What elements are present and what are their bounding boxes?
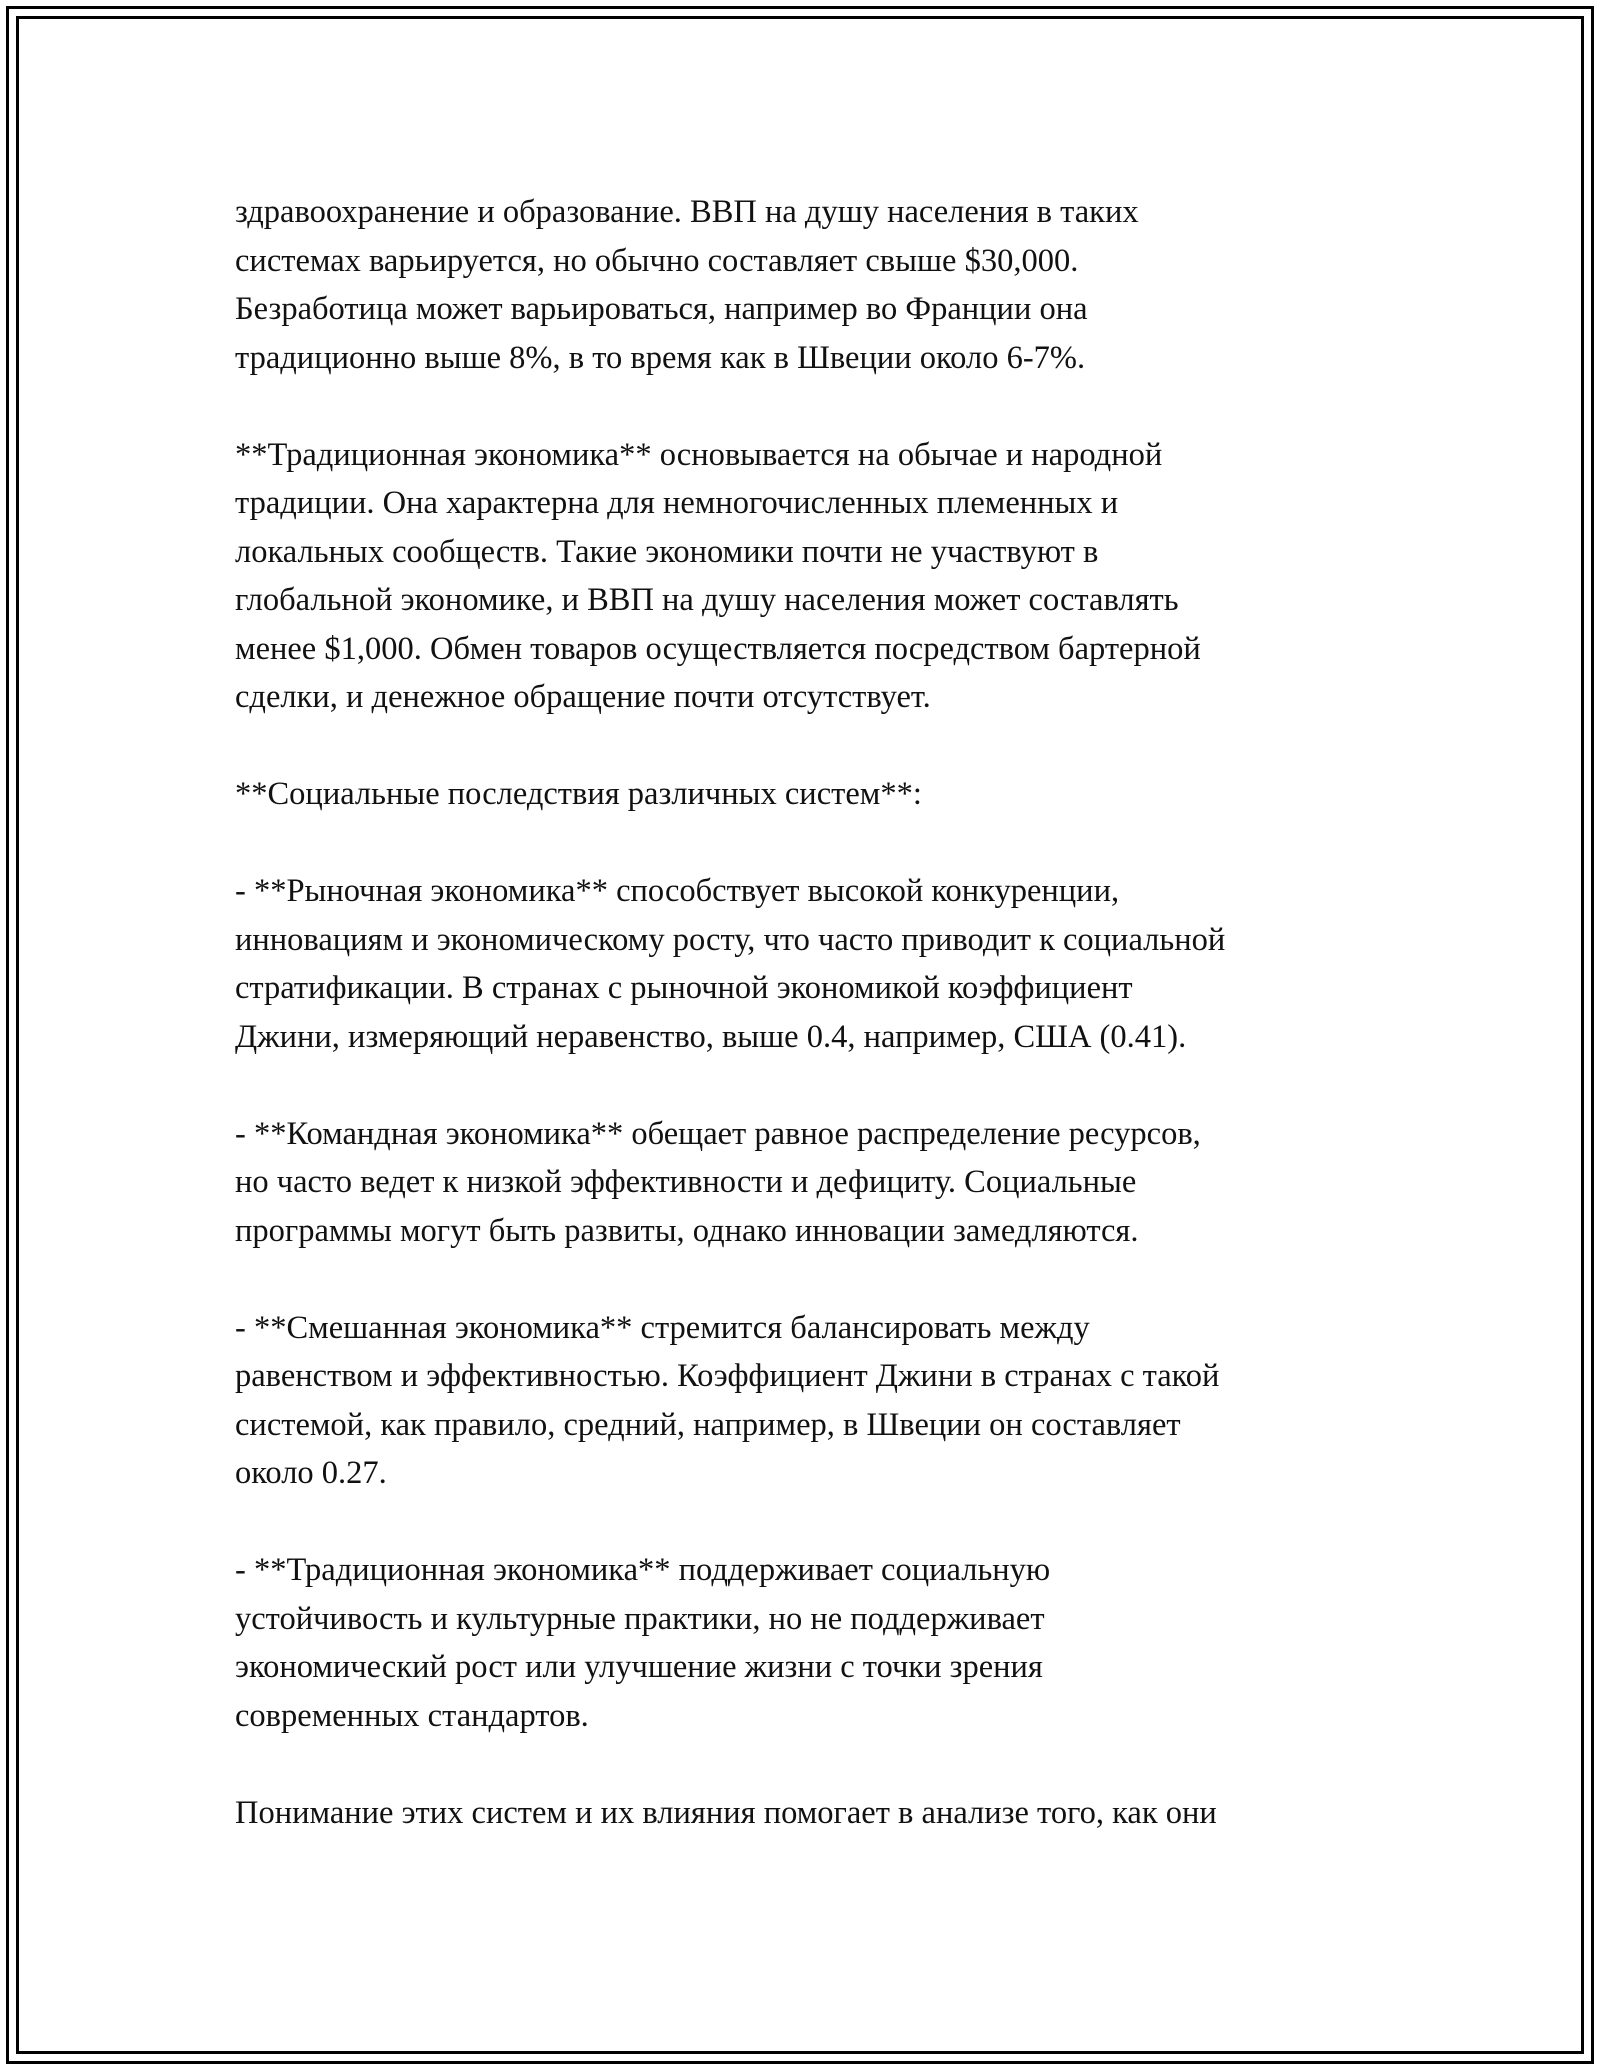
section-heading-social-consequences: **Социальные последствия различных систем**:	[235, 776, 922, 812]
paragraph-traditional-economy: **Традиционная экономика** основывается на обычае и народной традиции. Она характерна для немногочисленных племенных и локальных сообществ. Такие экономики почти не участвуют в глобальной экономике, и ВВП на душу населения может составлять менее $1,000. Обмен товаров осуществляется посредством бартерной сделки, и денежное обращение почти отсутствует.	[235, 436, 1201, 715]
list-item-market-economy: - **Рыночная экономика** способствует высокой конкуренции, инновациям и экономическому росту, что часто приводит к социальной стратификации. В странах с рыночной экономикой коэффициент Джини, измеряющий неравенство, выше 0.4, например, США (0.41).	[235, 873, 1226, 1055]
list-item-command-economy: - **Командная экономика** обещает равное распределение ресурсов, но часто ведет к низкой эффективности и дефициту. Социальные программы могут быть развиты, однако инновации замедляются.	[235, 1115, 1201, 1249]
paragraph-welfare-stats: здравоохранение и образование. ВВП на душу населения в таких системах варьируется, но обычно составляет свыше $30,000. Безработица может варьироваться, например во Франции она традиционно выше 8%, в то время как в Швеции около 6-7%.	[235, 194, 1139, 376]
paragraph-conclusion: Понимание этих систем и их влияния помогает в анализе того, как они	[235, 1794, 1217, 1831]
list-item-mixed-economy: - **Смешанная экономика** стремится балансировать между равенством и эффективностью. Коэффициент Джини в странах с такой системой, как правило, средний, например, в Швеции он составляет около 0.27.	[235, 1309, 1220, 1491]
list-item-traditional-economy: - **Традиционная экономика** поддерживает социальную устойчивость и культурные практики, но не поддерживает экономический рост или улучшение жизни с точки зрения современных стандартов.	[235, 1552, 1051, 1734]
document-body	[235, 188, 1415, 1837]
